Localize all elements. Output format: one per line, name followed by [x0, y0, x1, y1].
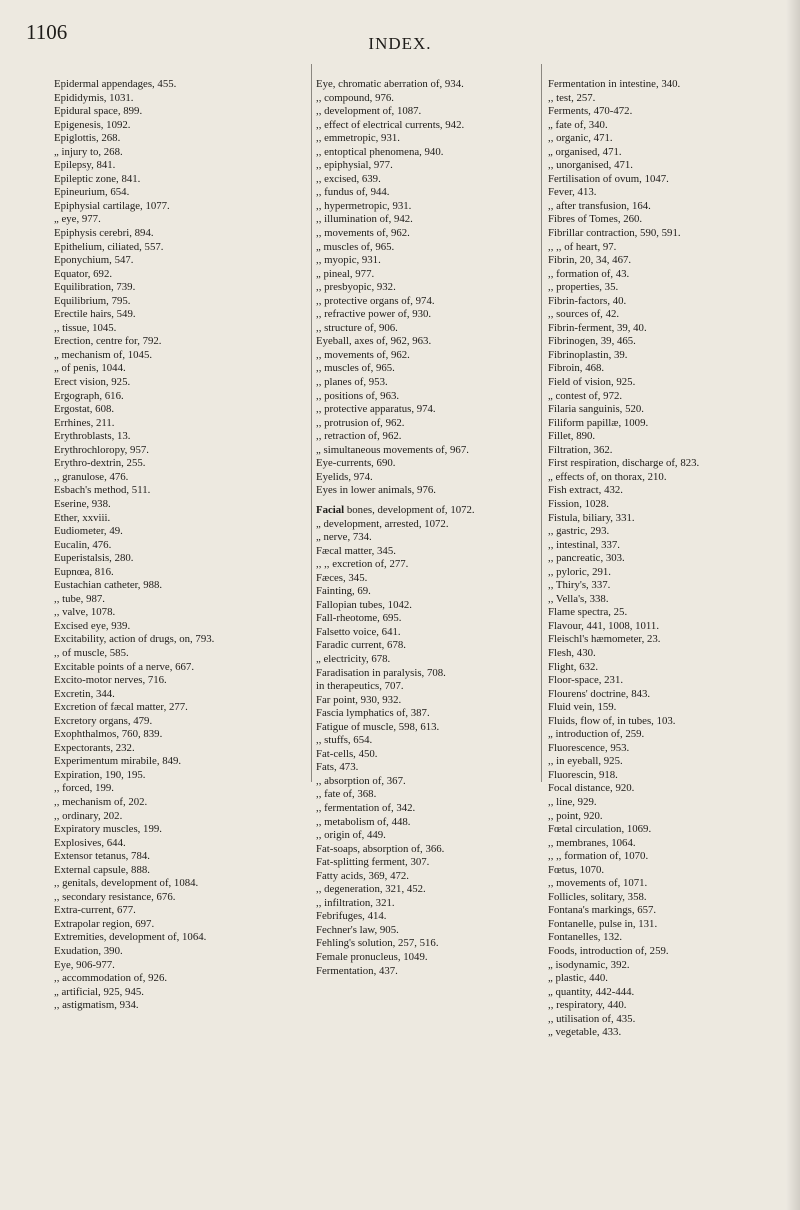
index-entry: „ organised, 471. [548, 145, 622, 158]
index-entry: Fertilisation of ovum, 1047. [548, 172, 669, 185]
index-entry: ,, epiphysial, 977. [316, 159, 393, 172]
index-entry: ,, excised, 639. [316, 172, 381, 185]
index-entry: ,, muscles of, 965. [316, 362, 395, 375]
index-entry: Excitability, action of drugs, on, 793. [54, 633, 215, 646]
index-entry: Experimentum mirabile, 849. [54, 755, 182, 768]
index-entry: Epididymis, 1031. [54, 91, 134, 104]
index-entry: Field of vision, 925. [548, 376, 636, 389]
index-entry: Ferments, 470-472. [548, 105, 633, 118]
index-entry: ,, after transfusion, 164. [548, 199, 651, 212]
index-entry: ,, ,, excretion of, 277. [316, 558, 409, 571]
index-entry: ,, positions of, 963. [316, 389, 400, 402]
index-entry: ,, point, 920. [548, 809, 603, 822]
index-entry: ,, protective apparatus, 974. [316, 403, 436, 416]
index-entry: Fontanelle, pulse in, 131. [548, 917, 658, 930]
index-entry: „ vegetable, 433. [548, 1026, 622, 1039]
index-entry: Fleischl's hæmometer, 23. [548, 633, 661, 646]
index-entry: ,, effect of electrical currents, 942. [316, 118, 465, 131]
index-entry: ,, compound, 976. [316, 91, 394, 104]
index-entry: Fontanelles, 132. [548, 931, 623, 944]
index-entry: Excitable points of a nerve, 667. [54, 660, 195, 673]
index-entry: Fœtus, 1070. [548, 863, 605, 876]
index-entry: Follicles, solitary, 358. [548, 890, 647, 903]
index-entry: Equilibration, 739. [54, 281, 136, 294]
index-entry: „ pineal, 977. [316, 267, 375, 280]
index-entry: Eucalin, 476. [54, 538, 112, 551]
index-entry: Fœtal circulation, 1069. [548, 823, 652, 836]
index-entry: ,, tube, 987. [54, 592, 105, 605]
index-entry: Excretion of fæcal matter, 277. [54, 701, 188, 714]
index-entry: Expiratory muscles, 199. [54, 823, 162, 836]
index-entry: ,, genitals, development of, 1084. [54, 877, 199, 890]
index-entry: Ergograph, 616. [54, 389, 124, 402]
index-entry: Extensor tetanus, 784. [54, 850, 150, 863]
index-column-1 [54, 78, 310, 1013]
index-entry: ,, gastric, 293. [548, 525, 610, 538]
index-entry: Equilibrium, 795. [54, 294, 131, 307]
index-entry: ,, line, 929. [548, 795, 597, 808]
index-entry: ,, accommodation of, 926. [54, 972, 168, 985]
index-entry: Excised eye, 939. [54, 619, 131, 632]
index-entry: „ mechanism of, 1045. [54, 348, 153, 361]
index-entry: ,, test, 257. [548, 91, 596, 104]
index-entry: ,, absorption of, 367. [316, 774, 406, 787]
index-entry: ,, planes of, 953. [316, 376, 388, 389]
index-entry: Fat-splitting ferment, 307. [316, 856, 430, 869]
index-entry: ,, of muscle, 585. [54, 646, 129, 659]
index-entry: ,, formation of, 43. [548, 267, 630, 280]
index-entry: Fats, 473. [316, 761, 359, 774]
index-entry: Floor-space, 231. [548, 674, 624, 687]
index-entry: ,, infiltration, 321. [316, 896, 395, 909]
index-entry: Flame spectra, 25. [548, 606, 628, 619]
index-entry: Fæcal matter, 345. [316, 544, 396, 557]
index-entry: Fish extract, 432. [548, 484, 623, 497]
index-entry: Epiglottis, 268. [54, 132, 121, 145]
index-entry: ,, origin of, 449. [316, 829, 386, 842]
index-entry: ,, fermentation of, 342. [316, 801, 416, 814]
index-entry: „ of penis, 1044. [54, 362, 126, 375]
index-entry: Fluorescin, 918. [548, 768, 618, 781]
index-entry: ,, ,, of heart, 97. [548, 240, 617, 253]
index-entry: Excretin, 344. [54, 687, 115, 700]
index-entry: Febrifuges, 414. [316, 910, 387, 923]
index-entry: Errhines, 211. [54, 416, 115, 429]
index-entry: ,, granulose, 476. [54, 470, 129, 483]
index-entry: Excito-motor nerves, 716. [54, 674, 167, 687]
index-entry: Eyelids, 974. [316, 470, 373, 483]
index-entry: Fæces, 345. [316, 571, 368, 584]
index-entry: Fontana's markings, 657. [548, 904, 657, 917]
index-entry: ,, fate of, 368. [316, 788, 377, 801]
index-entry: Erectile hairs, 549. [54, 308, 136, 321]
index-entry: „ development, arrested, 1072. [316, 517, 449, 530]
index-entry: Expectorants, 232. [54, 741, 135, 754]
index-entry: Foods, introduction of, 259. [548, 945, 669, 957]
index-entry: Fascia lymphatics of, 387. [316, 707, 430, 720]
index-entry: Fission, 1028. [548, 497, 609, 510]
index-entry: Extrapolar region, 697. [54, 917, 155, 930]
index-entry: Fat-soaps, absorption of, 366. [316, 842, 445, 855]
index-entry: Flesh, 430. [548, 646, 596, 659]
index-entry: Eudiometer, 49. [54, 525, 123, 538]
index-entry: ,, properties, 35. [548, 281, 619, 294]
index-entry: Faradisation in paralysis, 708. [316, 666, 446, 679]
index-entry: Filiform papillæ, 1009. [548, 416, 649, 429]
index-entry: Filtration, 362. [548, 443, 613, 456]
index-entry: ,, pancreatic, 303. [548, 552, 625, 565]
index-entry: Erythroblasts, 13. [54, 430, 131, 443]
index-entry: ,, secondary resistance, 676. [54, 890, 176, 903]
index-entry: Extremities, development of, 1064. [54, 931, 207, 944]
index-entry: „ fate of, 340. [548, 118, 608, 131]
index-entry: Expiration, 190, 195. [54, 768, 146, 781]
index-entry: ,, fundus of, 944. [316, 186, 390, 199]
index-entry: Filaria sanguinis, 520. [548, 403, 644, 416]
index-entry: Equator, 692. [54, 267, 113, 280]
index-entry: ,, in eyeball, 925. [548, 755, 623, 768]
index-entry: Esbach's method, 511. [54, 484, 151, 497]
column-rule [311, 64, 312, 782]
index-entry: Eye-currents, 690. [316, 457, 396, 470]
index-entry: ,, valve, 1078. [54, 606, 116, 619]
index-entry: Fibrinoplastin, 39. [548, 348, 628, 361]
index-entry: Epigenesis, 1092. [54, 118, 131, 131]
index-entry: Ergostat, 608. [54, 403, 115, 416]
index-entry: Falsetto voice, 641. [316, 625, 401, 638]
index-entry: ,, illumination of, 942. [316, 213, 413, 226]
index-entry: ,, movements of, 962. [316, 348, 410, 361]
index-entry: Erythro-dextrin, 255. [54, 457, 146, 470]
index-entry: ,, movements of, 962. [316, 227, 410, 240]
index-entry: Fermentation, 437. [316, 964, 398, 977]
index-entry: Far point, 930, 932. [316, 693, 402, 706]
index-entry: External capsule, 888. [54, 863, 150, 876]
index-entry: ,, emmetropic, 931. [316, 132, 400, 145]
index-entry: „ simultaneous movements of, 967. [316, 443, 469, 456]
index-entry: in therapeutics, 707. [316, 680, 404, 693]
index-column-3 [548, 78, 800, 1040]
index-entry: „ contest of, 972. [548, 389, 623, 402]
index-entry: ,, movements of, 1071. [548, 877, 648, 890]
index-entry: Epileptic zone, 841. [54, 172, 141, 185]
index-entry: Fatty acids, 369, 472. [316, 869, 409, 882]
index-entry: Fibrillar contraction, 590, 591. [548, 227, 681, 240]
index-entry: Epithelium, ciliated, 557. [54, 240, 164, 253]
index-entry: ,, membranes, 1064. [548, 836, 636, 849]
index-entry: Eyes in lower animals, 976. [316, 484, 436, 497]
index-entry: ,, degeneration, 321, 452. [316, 883, 426, 896]
index-entry: „ plastic, 440. [548, 972, 608, 985]
index-entry: ,, Vella's, 338. [548, 592, 609, 605]
index-entry: „ nerve, 734. [316, 531, 372, 544]
index-entry: Fluorescence, 953. [548, 741, 630, 754]
index-entry: ,, structure of, 906. [316, 321, 398, 334]
index-entry: Fibroin, 468. [548, 362, 605, 375]
index-entry: Fibrin-factors, 40. [548, 294, 627, 307]
index-entry: ,, intestinal, 337. [548, 538, 620, 551]
index-entry: „ muscles of, 965. [316, 240, 395, 253]
index-entry: ,, ,, formation of, 1070. [548, 850, 649, 863]
index-entry: Fibrin, 20, 34, 467. [548, 254, 632, 267]
index-entry: ,, forced, 199. [54, 782, 114, 795]
index-entry: ,, utilisation of, 435. [548, 1012, 636, 1025]
index-entry: Erect vision, 925. [54, 376, 131, 389]
index-entry: Fall-rheotome, 695. [316, 612, 402, 625]
index-entry: „ artificial, 925, 945. [54, 985, 144, 998]
index-entry: ,, stuffs, 654. [316, 734, 373, 747]
index-entry: Fechner's law, 905. [316, 923, 399, 936]
index-entry: „ quantity, 442-444. [548, 985, 635, 998]
index-entry: Fistula, biliary, 331. [548, 511, 635, 524]
index-entry: Fibrinogen, 39, 465. [548, 335, 636, 348]
index-entry: Facial bones, development of, 1072. [316, 503, 475, 516]
index-entry: Eserine, 938. [54, 497, 111, 510]
index-entry: Epiphysis cerebri, 894. [54, 227, 154, 240]
index-entry: Faradic current, 678. [316, 639, 406, 652]
index-entry: ,, entoptical phenomena, 940. [316, 145, 444, 158]
index-entry: Fatigue of muscle, 598, 613. [316, 720, 440, 733]
index-entry: „ effects of, on thorax, 210. [548, 470, 667, 483]
index-entry: ,, development of, 1087. [316, 105, 422, 118]
index-entry: ,, respiratory, 440. [548, 999, 627, 1012]
index-entry: Erythrochloropy, 957. [54, 443, 149, 456]
index-entry: ,, protective organs of, 974. [316, 294, 435, 307]
index-entry: Eustachian catheter, 988. [54, 579, 163, 592]
index-entry: ,, retraction of, 962. [316, 430, 402, 443]
index-entry: ,, presbyopic, 932. [316, 281, 396, 294]
index-entry: Erection, centre for, 792. [54, 335, 162, 348]
index-entry: Fibrin-ferment, 39, 40. [548, 321, 647, 334]
index-entry: ,, refractive power of, 930. [316, 308, 432, 321]
index-entry: Focal distance, 920. [548, 782, 635, 795]
index-entry: ,, Thiry's, 337. [548, 579, 611, 592]
index-entry: ,, myopic, 931. [316, 254, 381, 267]
index-entry: Fever, 413. [548, 186, 597, 199]
index-entry: „ injury to, 268. [54, 145, 123, 158]
index-entry: „ isodynamic, 392. [548, 958, 630, 971]
index-entry: ,, hypermetropic, 931. [316, 199, 412, 212]
index-entry: ,, organic, 471. [548, 132, 613, 145]
index-entry: Exophthalmos, 760, 839. [54, 728, 163, 741]
index-entry: ,, pyloric, 291. [548, 565, 611, 578]
index-entry: Exudation, 390. [54, 945, 123, 957]
index-entry: Fluid vein, 159. [548, 701, 617, 714]
index-entry: Ether, xxviii. [54, 511, 111, 524]
index-entry: ,, unorganised, 471. [548, 159, 633, 172]
page-number: 1106 [26, 20, 68, 44]
index-entry: Fermentation in intestine, 340. [548, 78, 681, 90]
index-entry: ,, ordinary, 202. [54, 809, 123, 822]
index-entry: Epineurium, 654. [54, 186, 130, 199]
index-entry: Extra-current, 677. [54, 904, 136, 917]
index-entry: Excretory organs, 479. [54, 714, 153, 727]
index-entry: ,, metabolism of, 448. [316, 815, 411, 828]
index-entry: Eye, chromatic aberration of, 934. [316, 78, 464, 90]
index-entry: Eponychium, 547. [54, 254, 134, 267]
index-entry: Eye, 906-977. [54, 958, 115, 971]
index-entry: Flourens' doctrine, 843. [548, 687, 651, 700]
index-entry: ,, protrusion of, 962. [316, 416, 405, 429]
index-entry: Epiphysial cartilage, 1077. [54, 199, 170, 212]
index-entry: Flavour, 441, 1008, 1011. [548, 619, 660, 632]
index-entry: ,, tissue, 1045. [54, 321, 117, 334]
index-entry: Fibres of Tomes, 260. [548, 213, 643, 226]
index-entry: ,, sources of, 42. [548, 308, 620, 321]
index-entry: Fainting, 69. [316, 585, 371, 598]
index-entry: Epilepsy, 841. [54, 159, 116, 172]
index-entry: Epidural space, 899. [54, 105, 143, 118]
index-entry: „ electricity, 678. [316, 652, 391, 665]
index-entry: Flight, 632. [548, 660, 599, 673]
index-entry: Epidermal appendages, 455. [54, 78, 177, 90]
index-entry: Fallopian tubes, 1042. [316, 598, 412, 611]
index-entry: Fillet, 890. [548, 430, 596, 443]
index-entry: Eupnœa, 816. [54, 565, 114, 578]
index-entry: Euperistalsis, 280. [54, 552, 134, 565]
index-entry: ,, astigmatism, 934. [54, 999, 139, 1012]
page-edge-shadow [786, 0, 800, 1210]
index-entry: Explosives, 644. [54, 836, 126, 849]
index-entry: Fehling's solution, 257, 516. [316, 937, 439, 950]
index-column-2 [316, 78, 572, 978]
index-entry: Female pronucleus, 1049. [316, 951, 428, 963]
index-entry: First respiration, discharge of, 823. [548, 457, 700, 470]
index-entry: Eyeball, axes of, 962, 963. [316, 335, 432, 348]
index-entry: „ eye, 977. [54, 213, 101, 226]
index-entry: ,, mechanism of, 202. [54, 795, 148, 808]
index-entry: „ introduction of, 259. [548, 728, 645, 741]
page-header-title: INDEX. [368, 34, 432, 53]
index-entry: Fluids, flow of, in tubes, 103. [548, 714, 676, 727]
index-entry: Fat-cells, 450. [316, 747, 378, 760]
